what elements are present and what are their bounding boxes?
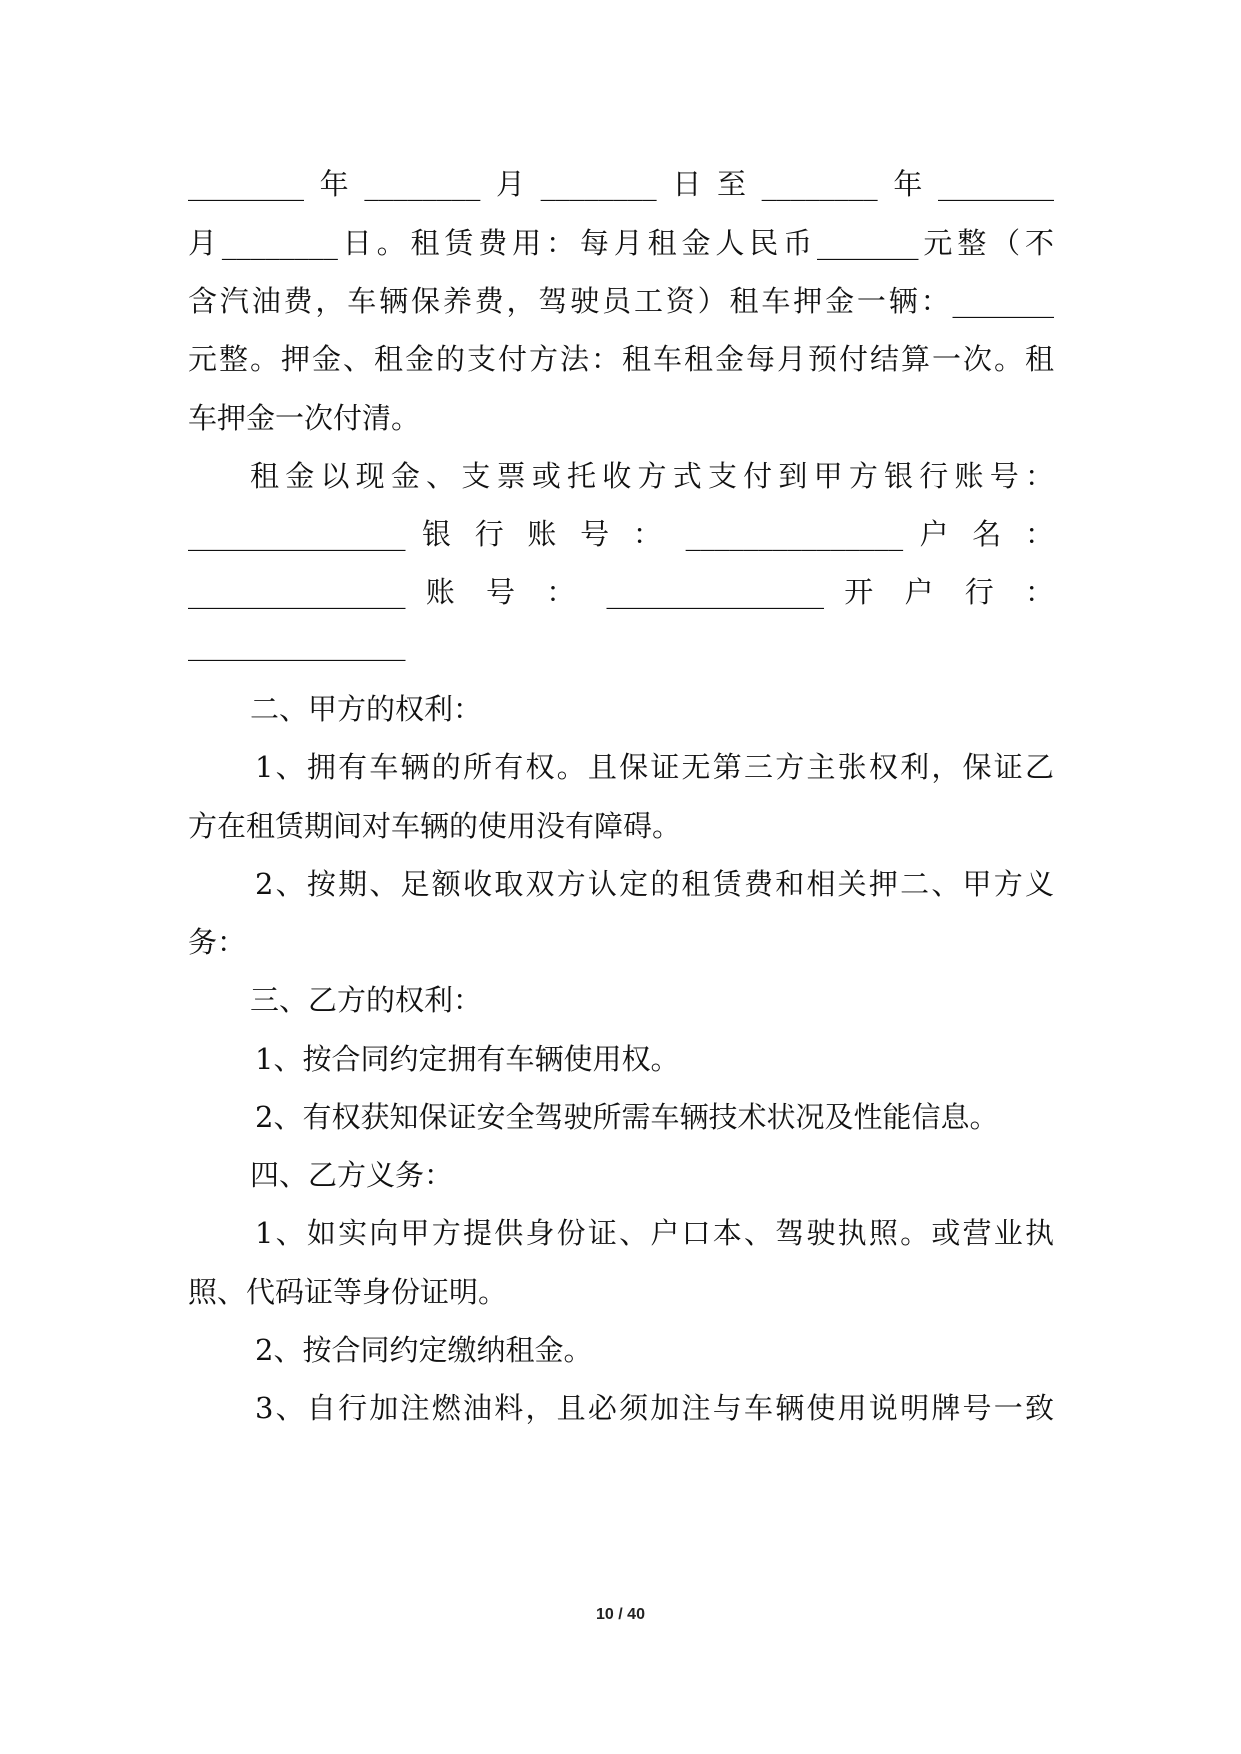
text-line: 1、按合同约定拥有车辆使用权。: [255, 1042, 680, 1076]
text-line: 2、按期、足额收取双方认定的租赁费和相关押二、甲方义: [255, 867, 1054, 901]
section-heading: 二、甲方的权利：: [250, 692, 483, 726]
text-line: 含汽油费，车辆保养费，驾驶员工资）租车押金一辆：_______: [188, 284, 1054, 318]
text-line: 照、代码证等身份证明。: [188, 1275, 508, 1309]
text-line: 元整。押金、租金的支付方法：租车租金每月预付结算一次。租: [188, 342, 1054, 376]
text-line: _______________ 账 号 ： _______________ 开 户 行 ：: [188, 575, 1054, 609]
text-line: 1、如实向甲方提供身份证、户口本、驾驶执照。或营业执: [255, 1216, 1054, 1250]
text-line: 2、有权获知保证安全驾驶所需车辆技术状况及性能信息。: [255, 1100, 999, 1134]
text-line: 租金以现金、支票或托收方式支付到甲方银行账号：: [250, 459, 1054, 493]
text-line: 务：: [188, 925, 247, 959]
text-line: 2、按合同约定缴纳租金。: [255, 1333, 593, 1367]
text-line: 1、拥有车辆的所有权。且保证无第三方主张权利，保证乙: [255, 750, 1054, 784]
text-line: _______________: [188, 627, 406, 661]
text-line: 月________日。租赁费用：每月租金人民币_______元整（不: [188, 226, 1054, 260]
text-line: 方在租赁期间对车辆的使用没有障碍。: [188, 809, 682, 843]
text-line: 车押金一次付清。: [188, 401, 421, 435]
text-line: 3、自行加注燃油料，且必须加注与车辆使用说明牌号一致: [255, 1391, 1054, 1425]
section-heading: 三、乙方的权利：: [250, 983, 483, 1017]
section-heading: 四、乙方义务：: [250, 1158, 454, 1192]
text-line: ________年________月________日至________年________: [188, 167, 1054, 201]
text-line: _______________ 银 行 账 号 ： _______________ 户 名 ：: [188, 517, 1054, 551]
page-number: 10 / 40: [596, 1606, 645, 1623]
